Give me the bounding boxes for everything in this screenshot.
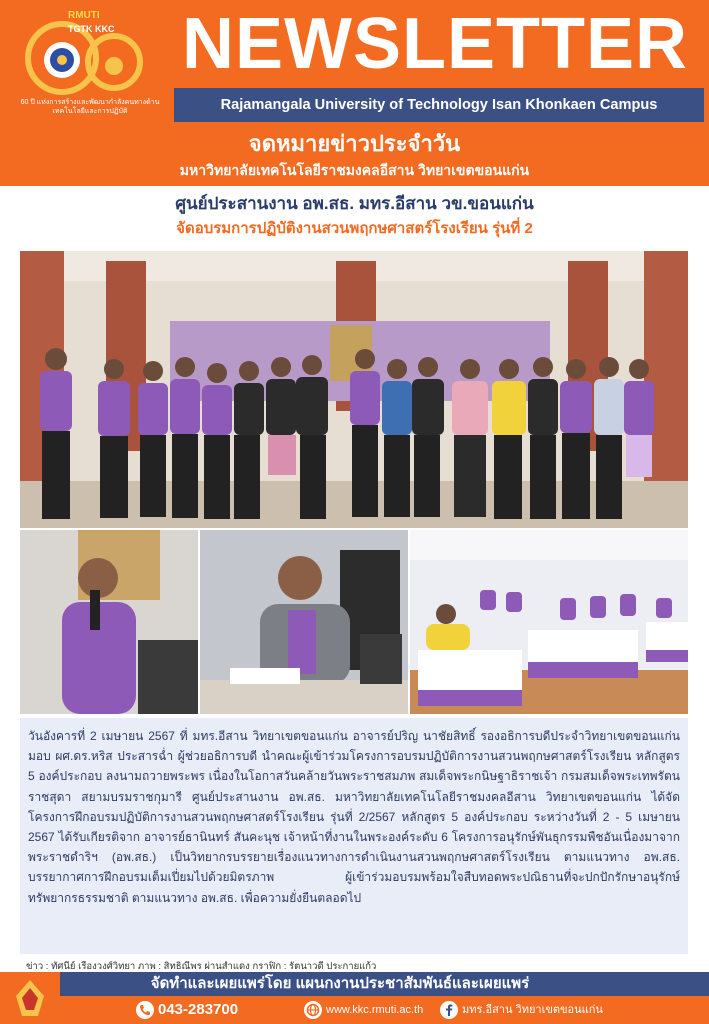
footer bbox=[0, 972, 709, 1024]
campus-subtitle: มหาวิทยาลัยเทคโนโลยีราชมงคลอีสาน วิทยาเขตขอนแก่น bbox=[179, 162, 530, 178]
footer-title: จัดทำและเผยแพร่โดย แผนกงานประชาสัมพันธ์และเผยแพร่ bbox=[150, 975, 530, 992]
headline-primary: ศูนย์ประสานงาน อพ.สธ. มทร.อีสาน วข.ขอนแก่น bbox=[175, 194, 534, 213]
globe-icon bbox=[304, 1001, 322, 1019]
presenter-photo bbox=[200, 530, 408, 714]
group-photo bbox=[20, 251, 688, 528]
credits-line: ข่าว : ทัศนีย์ เรืองวงศ์วิทยา ภาพ : สิทธิณีพร ผ่านสำแดง กราฟิก : รัตนาวดี ประกายแก้ว bbox=[26, 961, 377, 972]
facebook-icon bbox=[440, 1001, 458, 1019]
logo-caption: 60 ปี แห่งการสร้างและพัฒนากำลังคนทางด้านเทคโนโลยีและการปฏิบัติ bbox=[20, 99, 160, 115]
logo-kkc-text: TGTK KKC bbox=[68, 24, 115, 34]
speaker-photo bbox=[20, 530, 198, 714]
university-name: Rajamangala University of Technology Isan Khonkaen Campus bbox=[174, 88, 704, 122]
phone-icon bbox=[136, 1001, 154, 1019]
footer-phone[interactable]: 043-283700 bbox=[158, 1001, 239, 1018]
article-body bbox=[20, 718, 688, 954]
article-text: วันอังคารที่ 2 เมษายน 2567 ที่ มทร.อีสาน วิทยาเขตขอนแก่น อาจารย์ปริญ นาชัยสิทธิ์ รองอธิการบดีประจำวิทยาเขตขอนแก่น มอบ ผศ.ดร.หริส ประสารฉ่ำ ผู้ช่วยอธิการบดี นำคณะผู้เข้าร่วมโครงการอบรมปฏิบัติการงานสวนพฤกษศาสตร์โรงเรียน หลักสูตร 5 องค์ประกอบ ลงนามถวายพระพร เนื่องในโอกาสวันคล้ายวันพระราชสมภพ สมเด็จพระกนิษฐาธิราชเจ้า กรมสมเด็จพระเทพรัตนราชสุดา สยามบรมราชกุมารี ศูนย์ประสานงาน อพ.สธ. มหาวิทยาลัยเทคโนโลยีราชมงคลอีสาน วิทยาเขตขอนแก่น ได้จัดโครงการฝึกอบรมปฏิบัติการงานสวนพฤกษศาสตร์โรงเรียน รุ่นที่ 2/2567 หลักสูตร 5 องค์ประกอบ ระหว่างวันที่ 2 - 5 เมษายน 2567 ได้รับเกียรติจาก อาจารย์ธานินทร์ สันคะนุช เจ้าหน้าที่งานในพระองค์ระดับ 6 โครงการอนุรักษ์พันธุกรรมพืชอันเนื่องมาจากพระราชดำริฯ (อพ.สธ.) เป็นวิทยากรบรรยายเรื่องแนวทางการดำเนินงานสวนพฤกษศาสตร์โรงเรียน ตามแนวทาง อพ.สธ. บรรยากาศการฝึกอบรมเต็มเปี่ยมไปด้วยมิตรภาพ ผู้เข้าร่วมอบรมพร้อมใจสืบทอดพระปณิธานที่จะปกปักรักษาอนุรักษ์ทรัพยากรธรรมชาติ ตามแนวทาง อพ.สธ. เพื่อความยั่งยืนตลอดไป bbox=[28, 729, 680, 905]
headline-secondary: จัดอบรมการปฏิบัติงานสวนพฤกษศาสตร์โรงเรียน รุ่นที่ 2 bbox=[176, 220, 533, 237]
title-band bbox=[0, 126, 709, 186]
newsletter-header bbox=[0, 0, 709, 126]
footer-website[interactable]: www.kkc.rmuti.ac.th bbox=[326, 1004, 424, 1016]
newsletter-title: NEWSLETTER bbox=[182, 4, 688, 84]
anniversary-logo-icon bbox=[24, 8, 144, 96]
logo-area bbox=[0, 0, 170, 126]
logo-rmuti-text: RMUTI bbox=[68, 10, 100, 21]
daily-news-title: จดหมายข่าวประจำวัน bbox=[248, 131, 461, 156]
footer-facebook[interactable]: มทร.อีสาน วิทยาเขตขอนแก่น bbox=[462, 1004, 603, 1016]
university-emblem-icon bbox=[10, 978, 50, 1018]
classroom-photo bbox=[410, 530, 688, 714]
